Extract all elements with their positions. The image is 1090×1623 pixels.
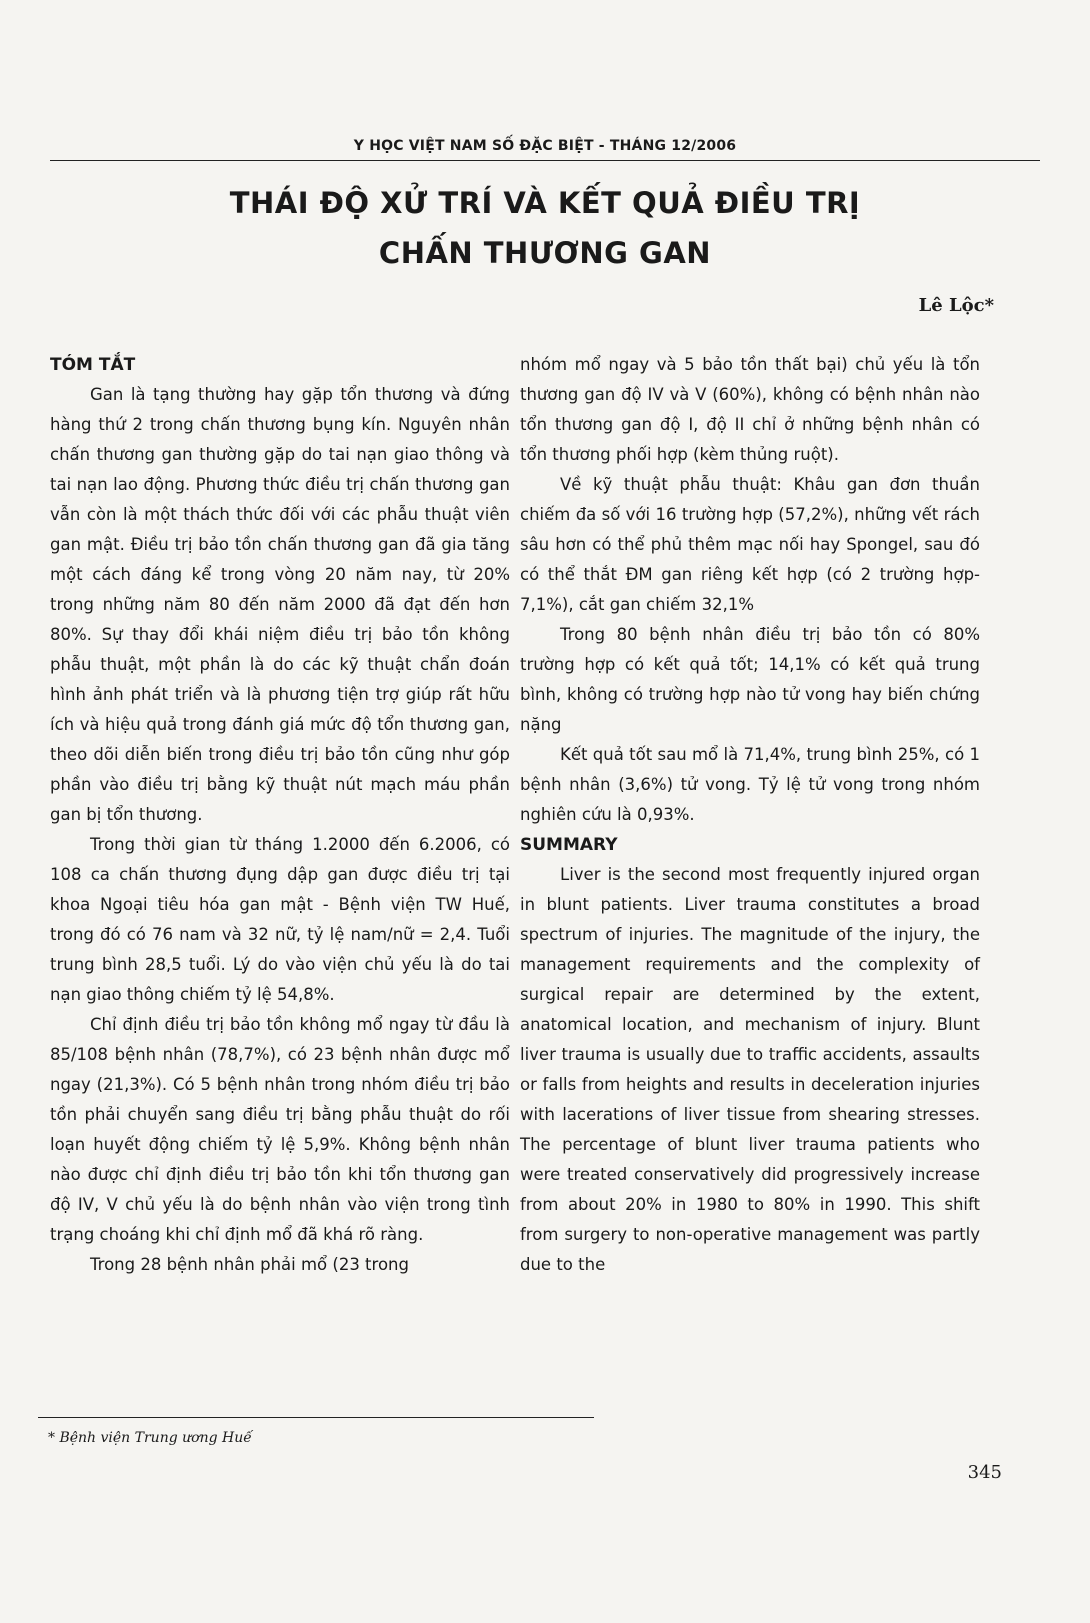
abstract-paragraph-1: Gan là tạng thường hay gặp tổn thương và đứng hàng thứ 2 trong chấn thương bụng kín. Nguyên nhân chấn thương gan thường gặp do tai nạn giao thông và tai nạn lao động. Phương thức điều trị chấn thương gan vẫn còn là một thách thức đối với các phẫu thuật viên gan mật. Điều trị bảo tồn chấn thương gan đã gia tăng một cách đáng kể trong vòng 20 năm nay, từ 20% trong những năm 80 đến năm 2000 đã đạt đến hơn 80%. Sự thay đổi khái niệm điều trị bảo tồn không phẫu thuật, một phần là do các kỹ thuật chẩn đoán hình ảnh phát triển và là phương tiện trợ giúp rất hữu ích và hiệu quả trong đánh giá mức độ tổn thương gan, theo dõi diễn biến trong điều trị bảo tồn cũng như góp phần vào điều trị bằng kỹ thuật nút mạch máu phần gan bị tổn thương. (50, 385, 510, 824)
article-title-line-1: THÁI ĐỘ XỬ TRÍ VÀ KẾT QUẢ ĐIỀU TRỊ (229, 186, 861, 220)
summary-heading: SUMMARY (520, 835, 618, 855)
abstract-paragraph-2: Trong thời gian từ tháng 1.2000 đến 6.2006, có 108 ca chấn thương đụng dập gan được điều trị tại khoa Ngoại tiêu hóa gan mật - Bệnh viện TW Huế, trong đó có 76 nam và 32 nữ, tỷ lệ nam/nữ = 2,4. Tuổi trung bình 28,5 tuổi. Lý do vào viện chủ yếu là do tai nạn giao thông chiếm tỷ lệ 54,8%. (50, 835, 510, 1004)
abstract-paragraph-7: Trong 80 bệnh nhân điều trị bảo tồn có 80% trường hợp có kết quả tốt; 14,1% có kết quả trung bình, không có trường hợp nào tử vong hay biến chứng nặng (520, 625, 980, 734)
abstract-paragraph-4: Trong 28 bệnh nhân phải mổ (23 trong (90, 1255, 409, 1274)
summary-paragraph: Liver is the second most frequently injured organ in blunt patients. Liver trauma constitutes a broad spectrum of injuries. The magnitude of the injury, the management requirements and the complexity of surgical repair are determined by the extent, anatomical location, and mechanism of injury. Blunt liver trauma is usually due to traffic accidents, assaults or falls from heights and results in deceleration injuries with lacerations of liver tissue from shearing stresses. The percentage of blunt liver trauma patients who were treated conservatively did progressively increase from about 20% in 1980 to 80% in 1990. This shift from surgery to non-operative management was partly due to the (520, 865, 980, 1274)
footnote-rule (38, 1417, 594, 1418)
running-header: Y HỌC VIỆT NAM SỐ ĐẶC BIỆT - THÁNG 12/2006 (353, 138, 737, 154)
abstract-paragraph-8: Kết quả tốt sau mổ là 71,4%, trung bình 25%, có 1 bệnh nhân (3,6%) tử vong. Tỷ lệ tử vong trong nhóm nghiên cứu là 0,93%. (520, 745, 980, 824)
abstract-paragraph-6: Về kỹ thuật phẫu thuật: Khâu gan đơn thuần chiếm đa số với 16 trường hợp (57,2%), những vết rách sâu hơn có thể phủ thêm mạc nối hay Spongel, sau đó có thể thắt ĐM gan riêng kết hợp (có 2 trường hợp-7,1%), cắt gan chiếm 32,1% (520, 475, 980, 614)
page-number: 345 (967, 1462, 1002, 1483)
article-title-line-2: CHẤN THƯƠNG GAN (378, 236, 712, 270)
footnote: * Bệnh viện Trung ương Huế (48, 1430, 252, 1446)
abstract-heading: TÓM TẮT (50, 355, 136, 375)
header-rule (50, 160, 1040, 161)
left-column (50, 350, 510, 1280)
abstract-paragraph-5: nhóm mổ ngay và 5 bảo tồn thất bại) chủ yếu là tổn thương gan độ IV và V (60%), không có bệnh nhân nào tổn thương gan độ I, độ II chỉ ở những bệnh nhân có tổn thương phối hợp (kèm thủng ruột). (520, 355, 980, 464)
article-title (50, 178, 1040, 278)
abstract-paragraph-3: Chỉ định điều trị bảo tồn không mổ ngay từ đầu là 85/108 bệnh nhân (78,7%), có 23 bệnh nhân được mổ ngay (21,3%). Có 5 bệnh nhân trong nhóm điều trị bảo tồn phải chuyển sang điều trị bằng phẫu thuật do rối loạn huyết động chiếm tỷ lệ 5,9%. Không bệnh nhân nào được chỉ định điều trị bảo tồn khi tổn thương gan độ IV, V chủ yếu là do bệnh nhân vào viện trong tình trạng choáng khi chỉ định mổ đã khá rõ ràng. (50, 1015, 510, 1244)
author-name: Lê Lộc* (918, 295, 994, 316)
right-column (520, 350, 980, 1280)
